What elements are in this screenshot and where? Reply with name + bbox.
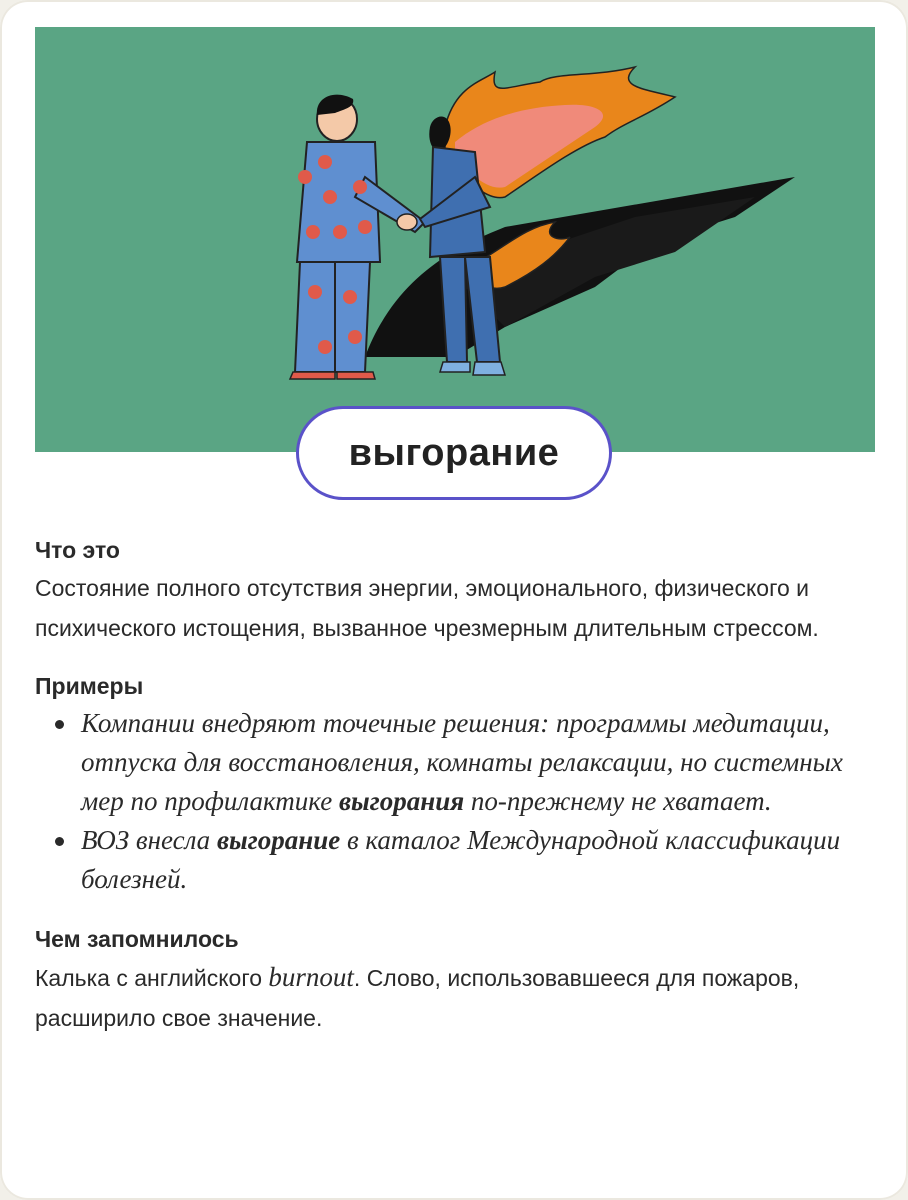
bullet-icon (55, 837, 64, 846)
section-heading-examples: Примеры (35, 673, 144, 699)
term-badge (296, 406, 612, 500)
burnout-handshake-illustration (35, 27, 875, 452)
english-word: burnout (268, 962, 354, 992)
section-heading-what: Что это (35, 537, 120, 563)
memory-section (35, 921, 865, 1038)
list-item: ВОЗ внесла выгорание в каталог Международной классификации болезней. (35, 821, 865, 899)
definition-text: Состояние полного отсутствия энергии, эмоционального, физического и психического истощения, вызванное чрезмерным длительным стрессом. (35, 575, 819, 641)
hero-illustration (35, 27, 875, 452)
bullet-icon (55, 720, 64, 729)
memory-text: Калька с английского burnout. Слово, использовавшееся для пожаров, расширило свое значение. (35, 962, 800, 1031)
examples-list (35, 704, 865, 899)
term-title: выгорание (348, 431, 560, 474)
list-item: Компании внедряют точечные решения: программы медитации, отпуска для восстановления, комнаты релаксации, но системных мер по профилактике выгорания по-прежнему не хватает. (35, 704, 865, 821)
definition-content (35, 532, 865, 1038)
section-heading-memory: Чем запомнилось (35, 926, 239, 952)
examples-section (35, 668, 865, 899)
